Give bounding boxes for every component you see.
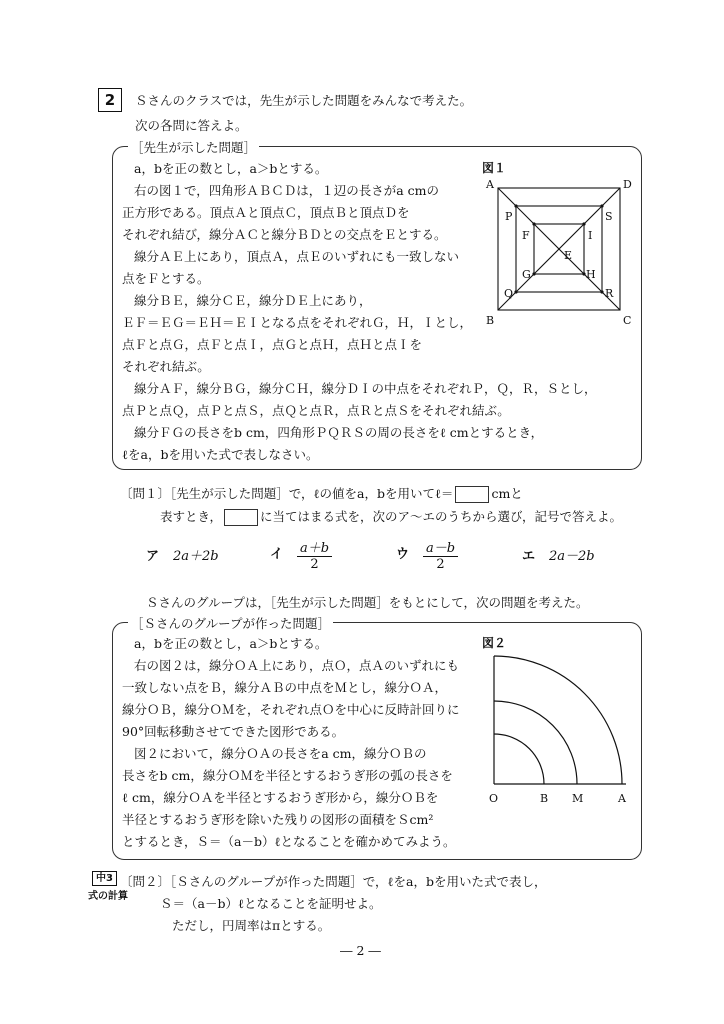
point-a2: A [618,792,626,805]
point-m: M [572,792,584,805]
topic-tag: 式の計算 [88,891,128,902]
q2-line-3: ただし，円周率はπとする。 [172,918,331,933]
intro-line-1: Ｓさんのクラスでは，先生が示した問題をみんなで考えた。 [135,93,473,108]
page-number: ― 2 ― [340,943,381,958]
tp-line: 線分ＦＧの長さをb cm，四角形ＰＱＲＳの周の長さをℓ cmとするとき， [134,425,544,440]
question-number: 2 [98,88,122,112]
choice-mark: ウ [396,547,410,562]
point-o: O [489,792,499,805]
tp-line: 線分ＡＥ上にあり，頂点Ａ，点Ｅのいずれにも一致しない [134,249,460,264]
fraction [423,537,458,572]
tp-line: ＥＦ＝ＥＧ＝ＥＨ＝ＥＩとなる点をそれぞれＧ，Ｈ，Ｉとし， [122,315,473,330]
answer-blank-box [455,486,489,503]
tp-line: a，bを正の数とし，a＞bとする。 [134,161,328,176]
point-q: Q [504,287,514,300]
tp-line: 線分ＢＥ，線分ＣＥ，線分ＤＥ上にあり， [134,293,372,308]
fraction-numerator: a－b [423,537,458,557]
gp-line: a，bを正の数とし，a＞bとする。 [134,636,328,651]
tp-line: それぞれ結び，線分ＡＣと線分ＢＤとの交点をＥとする。 [122,227,447,242]
tp-line: 点をＦとする。 [122,271,210,286]
figure-1-square-diagram [478,176,638,336]
point-s: S [605,210,613,223]
q1-line-1 [120,484,523,503]
point-c: C [623,314,632,327]
choice-mark: ア [146,549,160,564]
fraction-denominator: 2 [436,557,445,572]
point-e: E [564,249,573,262]
tp-line: 点Ｐと点Ｑ，点Ｐと点Ｓ，点Ｑと点Ｒ，点Ｒと点Ｓをそれぞれ結ぶ。 [122,403,510,418]
q2-line-2: Ｓ＝（a－b）ℓとなることを証明せよ。 [160,896,382,911]
choice-mark: エ [522,549,536,564]
choice-i[interactable] [270,537,332,572]
gp-line: 90°回転移動させてできた図形である。 [122,724,345,739]
teacher-problem-label: ［先生が示した問題］ [128,138,259,156]
q1-text-a: 〔問１〕［先生が示した問題］で，ℓの値をa，bを用いてℓ＝ [120,486,454,501]
point-b: B [486,314,495,327]
gp-line: 長さをb cm，線分ＯＭを半径とするおうぎ形の弧の長さを [122,768,453,783]
point-p: P [505,210,513,223]
choice-u[interactable] [396,537,458,572]
gp-line: 一致しない点をＢ，線分ＡＢの中点をＭとし，線分ＯＡ， [122,680,448,695]
gp-line: 半径とするおうぎ形を除いた残りの図形の面積をＳcm² [122,812,434,827]
fraction [297,537,332,572]
fraction-numerator: a＋b [297,537,332,557]
q2-line-1: 〔問２〕［Ｓさんのグループが作った問題］で，ℓをa，bを用いた式で表し， [120,874,547,889]
choice-e[interactable] [522,545,595,564]
choice-expr: 2a＋2b [173,549,219,564]
point-r: R [605,287,614,300]
point-h: H [586,268,596,281]
point-g: G [522,268,531,281]
intro-line-2: 次の各問に答えよ。 [135,118,248,133]
choice-mark: イ [270,547,284,562]
q1-text-d: に当てはまる式を，次のア～エのうちから選び，記号で答えよ。 [260,509,623,524]
tp-line: 線分ＡＦ，線分ＢＧ，線分ＣＨ，線分ＤＩの中点をそれぞれＰ，Ｑ，Ｒ，Ｓとし， [134,381,597,396]
point-f: F [522,229,530,242]
point-d: D [623,178,632,191]
figure-2-label: 図２ [482,636,507,650]
tp-line: 正方形である。頂点Ａと頂点Ｃ，頂点Ｂと頂点Ｄを [122,205,410,220]
gp-line: ℓ cm，線分ＯＡを半径とするおうぎ形から，線分ＯＢを [122,790,439,805]
gp-line: 図２において，線分ＯＡの長さをa cm，線分ＯＢの [134,746,427,761]
grade-tag: 中3 [92,871,117,886]
fraction-denominator: 2 [310,557,319,572]
choice-expr: 2a－2b [549,549,595,564]
group-problem-label: ［Ｓさんのグループが作った問題］ [128,614,333,632]
tp-line: ℓをa，bを用いた式で表しなさい。 [122,447,319,462]
group-intro: Ｓさんのグループは，［先生が示した問題］をもとにして，次の問題を考えた。 [146,595,589,610]
point-i: I [588,229,593,242]
gp-line: 線分ＯＢ，線分ＯＭを，それぞれ点Ｏを中心に反時計回りに [122,702,460,717]
figure-2-sector-diagram [480,652,640,812]
gp-line: 右の図２は，線分ＯＡ上にあり，点Ｏ，点Ａのいずれにも [134,658,460,673]
tp-line: 点Ｆと点Ｇ，点Ｆと点Ｉ，点Ｇと点Ｈ，点Ｈと点Ｉを [122,337,423,352]
point-b2: B [540,792,549,805]
tp-line: それぞれ結ぶ。 [122,359,210,374]
figure-1-label: 図１ [482,161,507,175]
gp-line: とするとき，Ｓ＝（a－b）ℓとなることを確かめてみよう。 [122,834,456,849]
tp-line: 右の図１で，四角形ＡＢＣＤは，１辺の長さがa cmの [134,183,440,198]
answer-blank-box [224,509,258,526]
choice-a[interactable] [146,545,219,564]
q1-text-c: 表すとき， [160,509,223,524]
q1-text-b: cmと [491,486,523,501]
q1-line-2 [160,507,622,526]
point-a: A [486,178,494,191]
